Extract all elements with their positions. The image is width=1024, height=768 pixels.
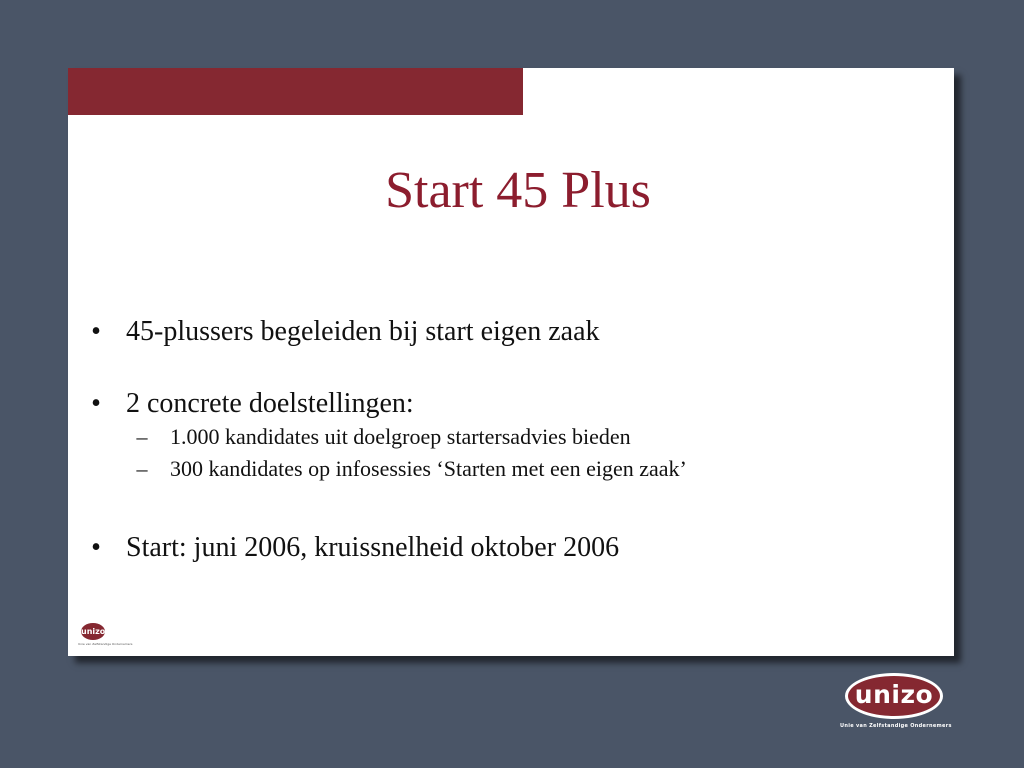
bullet-item: [86, 388, 926, 420]
bullet-list: [86, 316, 926, 564]
sub-bullet-item: [86, 422, 926, 452]
sub-bullet-item: [86, 454, 926, 484]
bullet-marker: •: [91, 316, 101, 347]
bullet-item: [86, 316, 926, 348]
sub-bullet-text: 300 kandidates op infosessies ‘Starten met een eigen zaak’: [170, 456, 687, 481]
sub-bullet-marker: –: [136, 424, 148, 449]
bullet-marker: •: [91, 388, 101, 419]
unizo-logo-tagline: Unie van Zelfstandige Ondernemers: [840, 723, 952, 729]
bullet-text: 45-plussers begeleiden bij start eigen zaak: [126, 316, 600, 347]
bullet-marker: •: [91, 532, 101, 563]
slide-logo-badge: unizo: [81, 623, 105, 640]
spacer: [86, 484, 926, 532]
sub-bullet-marker: –: [136, 456, 148, 481]
bullet-item: [86, 532, 926, 564]
unizo-logo: [840, 673, 975, 733]
slide-title: Start 45 Plus: [385, 162, 651, 219]
slide-logo: [78, 623, 133, 651]
accent-bar: [68, 68, 523, 115]
spacer: [86, 348, 926, 388]
unizo-logo-oval: unizo: [845, 673, 943, 719]
slide: [68, 68, 954, 656]
bullet-text: Start: juni 2006, kruissnelheid oktober 2006: [126, 532, 620, 563]
sub-bullet-text: 1.000 kandidates uit doelgroep startersadvies bieden: [170, 424, 631, 449]
bullet-text: 2 concrete doelstellingen:: [126, 388, 414, 419]
slide-logo-tagline: Unie van Zelfstandige Ondernemers: [78, 642, 133, 646]
